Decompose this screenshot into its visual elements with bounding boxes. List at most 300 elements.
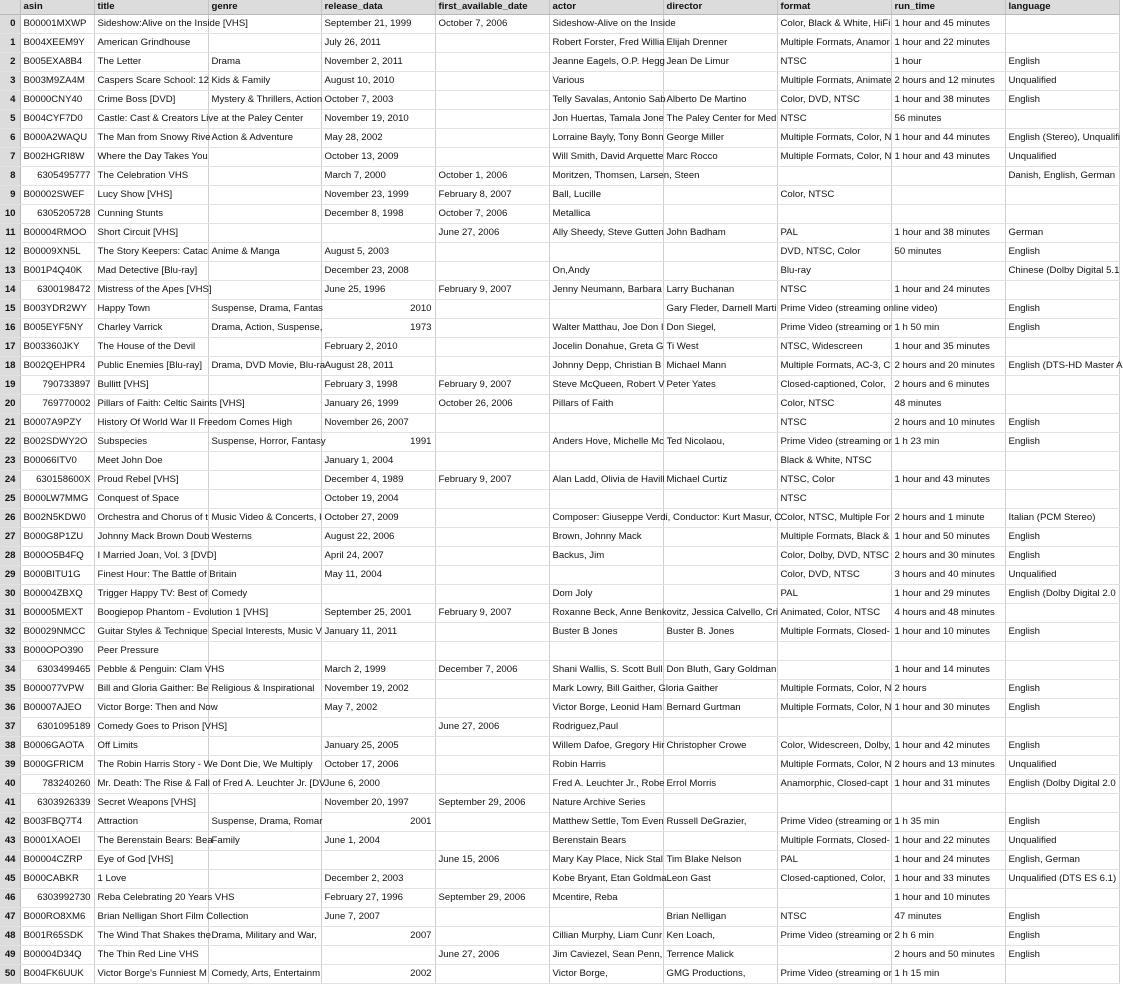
cell-format[interactable]: Color, Black & White, HiFi [777,15,891,34]
cell-actor[interactable]: Composer: Giuseppe Verdi, Conductor: Kurt Masur, C [549,509,663,528]
cell-director[interactable] [663,528,777,547]
cell-director[interactable]: John Badham [663,224,777,243]
cell-asin[interactable]: B00066ITV0 [20,452,94,471]
cell-genre[interactable]: Drama, Military and War, [208,927,321,946]
cell-language[interactable]: Unqualified [1005,148,1119,167]
cell-run-time[interactable] [891,262,1005,281]
table-row[interactable] [0,186,1119,205]
cell-asin[interactable]: 6303499465 [20,661,94,680]
cell-release-data[interactable]: December 23, 2008 [321,262,435,281]
cell-language[interactable]: English [1005,414,1119,433]
cell-format[interactable]: Multiple Formats, AC-3, C [777,357,891,376]
cell-release-data[interactable]: July 26, 2011 [321,34,435,53]
cell-run-time[interactable] [891,490,1005,509]
cell-asin[interactable]: B003YDR2WY [20,300,94,319]
cell-release-data[interactable]: April 24, 2007 [321,547,435,566]
cell-asin[interactable]: B000LW7MMG [20,490,94,509]
cell-release-data[interactable] [321,642,435,661]
cell-director[interactable] [663,395,777,414]
cell-title[interactable]: Secret Weapons [VHS] [94,794,208,813]
table-row[interactable] [0,91,1119,110]
cell-release-data[interactable]: March 2, 1999 [321,661,435,680]
cell-title[interactable]: Pebble & Penguin: Clam VHS [94,661,208,680]
table-row[interactable] [0,604,1119,623]
column-header-first-available-date[interactable]: first_available_date [435,0,549,15]
table-row[interactable] [0,15,1119,34]
cell-format[interactable]: Black & White, NTSC [777,452,891,471]
cell-genre[interactable] [208,281,321,300]
column-header-director[interactable]: director [663,0,777,15]
cell-format[interactable] [777,642,891,661]
cell-genre[interactable] [208,794,321,813]
table-row[interactable] [0,490,1119,509]
cell-director[interactable] [663,642,777,661]
cell-title[interactable]: Public Enemies [Blu-ray] [94,357,208,376]
cell-first-available-date[interactable] [435,110,549,129]
cell-first-available-date[interactable] [435,414,549,433]
cell-director[interactable]: George Miller [663,129,777,148]
cell-asin[interactable]: B0001XAOEI [20,832,94,851]
cell-release-data[interactable]: 2010 [321,300,435,319]
cell-genre[interactable] [208,376,321,395]
cell-format[interactable]: Prime Video (streaming online video) [777,300,891,319]
table-row[interactable] [0,129,1119,148]
cell-genre[interactable]: Drama, Action, Suspense, [208,319,321,338]
cell-run-time[interactable] [891,794,1005,813]
cell-language[interactable] [1005,281,1119,300]
cell-title[interactable]: I Married Joan, Vol. 3 [DVD] [94,547,208,566]
cell-first-available-date[interactable] [435,832,549,851]
cell-run-time[interactable]: 1 hour and 10 minutes [891,623,1005,642]
cell-asin[interactable]: B001R65SDK [20,927,94,946]
cell-run-time[interactable]: 2 hours and 20 minutes [891,357,1005,376]
cell-actor[interactable]: Moritzen, Thomsen, Larsen, Steen [549,167,663,186]
cell-director[interactable]: Marc Rocco [663,148,777,167]
cell-actor[interactable]: Nature Archive Series [549,794,663,813]
cell-director[interactable]: GMG Productions, [663,965,777,984]
cell-format[interactable]: Multiple Formats, Animate [777,72,891,91]
cell-title[interactable]: Bullitt [VHS] [94,376,208,395]
cell-release-data[interactable]: August 28, 2011 [321,357,435,376]
cell-asin[interactable]: B00004ZBXQ [20,585,94,604]
cell-language[interactable]: Unqualified (DTS ES 6.1) [1005,870,1119,889]
cell-release-data[interactable]: 2001 [321,813,435,832]
cell-director[interactable]: Gary Fleder, Darnell Marti [663,300,777,319]
cell-run-time[interactable]: 1 hour and 35 minutes [891,338,1005,357]
cell-actor[interactable]: Kobe Bryant, Etan Goldma [549,870,663,889]
cell-genre[interactable]: Special Interests, Music V [208,623,321,642]
cell-actor[interactable]: Will Smith, David Arquette [549,148,663,167]
cell-first-available-date[interactable] [435,566,549,585]
cell-actor[interactable]: On,Andy [549,262,663,281]
cell-title[interactable]: The Robin Harris Story - We Dont Die, We Multiply [94,756,208,775]
cell-language[interactable]: English [1005,813,1119,832]
cell-asin[interactable]: B00004CZRP [20,851,94,870]
cell-actor[interactable]: Johnny Depp, Christian B [549,357,663,376]
cell-director[interactable]: Don Siegel, [663,319,777,338]
column-header-actor[interactable]: actor [549,0,663,15]
cell-actor[interactable]: Anders Hove, Michelle Mc [549,433,663,452]
cell-format[interactable]: NTSC [777,490,891,509]
cell-director[interactable]: Terrence Malick [663,946,777,965]
cell-release-data[interactable]: November 20, 1997 [321,794,435,813]
cell-actor[interactable]: Roxanne Beck, Anne Benkovitz, Jessica Calvello, Cri [549,604,663,623]
cell-title[interactable]: Boogiepop Phantom - Evolution 1 [VHS] [94,604,208,623]
cell-language[interactable]: English [1005,243,1119,262]
cell-language[interactable] [1005,642,1119,661]
cell-first-available-date[interactable]: June 27, 2006 [435,224,549,243]
cell-asin[interactable]: B004XEEM9Y [20,34,94,53]
cell-format[interactable] [777,718,891,737]
cell-first-available-date[interactable]: February 8, 2007 [435,186,549,205]
cell-release-data[interactable]: September 25, 2001 [321,604,435,623]
cell-release-data[interactable]: October 17, 2006 [321,756,435,775]
cell-format[interactable]: Multiple Formats, Black & [777,528,891,547]
cell-release-data[interactable]: January 25, 2005 [321,737,435,756]
cell-run-time[interactable] [891,167,1005,186]
cell-run-time[interactable] [891,186,1005,205]
cell-asin[interactable]: 6301095189 [20,718,94,737]
cell-title[interactable]: The Story Keepers: Catac [94,243,208,262]
table-row[interactable] [0,889,1119,908]
cell-first-available-date[interactable]: October 7, 2006 [435,205,549,224]
cell-first-available-date[interactable] [435,927,549,946]
cell-director[interactable] [663,262,777,281]
cell-release-data[interactable]: June 7, 2007 [321,908,435,927]
cell-genre[interactable] [208,699,321,718]
cell-language[interactable]: English [1005,319,1119,338]
cell-release-data[interactable] [321,585,435,604]
cell-asin[interactable]: 769770002 [20,395,94,414]
cell-language[interactable]: English (Dolby Digital 2.0 [1005,585,1119,604]
cell-format[interactable]: Closed-captioned, Color, [777,376,891,395]
cell-actor[interactable]: Victor Borge, [549,965,663,984]
cell-genre[interactable]: Drama, DVD Movie, Blu-ra [208,357,321,376]
cell-actor[interactable]: Brown, Johnny Mack [549,528,663,547]
cell-actor[interactable]: Jim Caviezel, Sean Penn, [549,946,663,965]
cell-title[interactable]: The Letter [94,53,208,72]
cell-language[interactable]: English (Dolby Digital 2.0 [1005,775,1119,794]
column-header-title[interactable]: title [94,0,208,15]
cell-genre[interactable]: Suspense, Drama, Fantas [208,300,321,319]
cell-release-data[interactable]: October 13, 2009 [321,148,435,167]
cell-language[interactable] [1005,661,1119,680]
cell-actor[interactable] [549,566,663,585]
cell-first-available-date[interactable] [435,53,549,72]
cell-genre[interactable]: Westerns [208,528,321,547]
cell-release-data[interactable]: August 5, 2003 [321,243,435,262]
cell-language[interactable] [1005,471,1119,490]
cell-language[interactable]: English, German [1005,851,1119,870]
cell-run-time[interactable]: 2 hours and 12 minutes [891,72,1005,91]
table-row[interactable] [0,243,1119,262]
cell-language[interactable] [1005,794,1119,813]
cell-language[interactable]: Unqualified [1005,756,1119,775]
cell-language[interactable]: Unqualified [1005,566,1119,585]
cell-language[interactable]: German [1005,224,1119,243]
cell-release-data[interactable]: 1973 [321,319,435,338]
cell-format[interactable] [777,205,891,224]
cell-title[interactable]: Conquest of Space [94,490,208,509]
cell-run-time[interactable]: 1 hour and 30 minutes [891,699,1005,718]
cell-director[interactable] [663,547,777,566]
cell-first-available-date[interactable] [435,319,549,338]
cell-language[interactable]: English (Stereo), Unqualifi [1005,129,1119,148]
cell-release-data[interactable]: October 7, 2003 [321,91,435,110]
cell-director[interactable] [663,718,777,737]
cell-actor[interactable] [549,642,663,661]
cell-language[interactable] [1005,15,1119,34]
cell-actor[interactable]: Pillars of Faith [549,395,663,414]
table-row[interactable] [0,262,1119,281]
cell-first-available-date[interactable] [435,528,549,547]
cell-asin[interactable]: B003M9ZA4M [20,72,94,91]
cell-release-data[interactable]: January 11, 2011 [321,623,435,642]
cell-title[interactable]: Sideshow:Alive on the Inside [VHS] [94,15,208,34]
cell-asin[interactable]: 6303926339 [20,794,94,813]
cell-language[interactable]: English [1005,946,1119,965]
cell-asin[interactable]: 6305205728 [20,205,94,224]
cell-actor[interactable]: Alan Ladd, Olivia de Havill [549,471,663,490]
table-row[interactable] [0,908,1119,927]
cell-first-available-date[interactable] [435,91,549,110]
table-row[interactable] [0,775,1119,794]
cell-first-available-date[interactable]: October 1, 2006 [435,167,549,186]
cell-title[interactable]: Brian Nelligan Short Film Collection [94,908,208,927]
cell-asin[interactable]: B002HGRI8W [20,148,94,167]
cell-asin[interactable]: B0007A9PZY [20,414,94,433]
cell-title[interactable]: American Grindhouse [94,34,208,53]
cell-run-time[interactable]: 1 hour and 22 minutes [891,832,1005,851]
table-row[interactable] [0,547,1119,566]
cell-actor[interactable]: Mary Kay Place, Nick Stal [549,851,663,870]
cell-asin[interactable]: B00007AJEO [20,699,94,718]
cell-title[interactable]: Proud Rebel [VHS] [94,471,208,490]
cell-actor[interactable] [549,452,663,471]
cell-format[interactable] [777,946,891,965]
column-header-run-time[interactable]: run_time [891,0,1005,15]
cell-release-data[interactable]: March 7, 2000 [321,167,435,186]
cell-release-data[interactable]: November 26, 2007 [321,414,435,433]
cell-language[interactable] [1005,186,1119,205]
table-row[interactable] [0,338,1119,357]
cell-release-data[interactable]: November 19, 2002 [321,680,435,699]
cell-actor[interactable]: Telly Savalas, Antonio Sab [549,91,663,110]
cell-release-data[interactable]: December 2, 2003 [321,870,435,889]
cell-title[interactable]: Finest Hour: The Battle of Britain [94,566,208,585]
cell-release-data[interactable] [321,224,435,243]
cell-language[interactable] [1005,718,1119,737]
cell-actor[interactable]: Jon Huertas, Tamala Jone [549,110,663,129]
cell-run-time[interactable]: 1 hour and 50 minutes [891,528,1005,547]
cell-format[interactable]: Color, Dolby, DVD, NTSC [777,547,891,566]
cell-director[interactable] [663,72,777,91]
cell-release-data[interactable]: December 4, 1989 [321,471,435,490]
cell-actor[interactable] [549,908,663,927]
table-row[interactable] [0,737,1119,756]
cell-genre[interactable] [208,490,321,509]
cell-director[interactable]: Elijah Drenner [663,34,777,53]
cell-language[interactable] [1005,34,1119,53]
cell-actor[interactable]: Steve McQueen, Robert V [549,376,663,395]
table-row[interactable] [0,281,1119,300]
cell-director[interactable]: Buster B. Jones [663,623,777,642]
cell-language[interactable]: Italian (PCM Stereo) [1005,509,1119,528]
cell-genre[interactable] [208,262,321,281]
cell-asin[interactable]: B000CABKR [20,870,94,889]
cell-format[interactable] [777,661,891,680]
cell-director[interactable] [663,566,777,585]
cell-asin[interactable]: B000G8P1ZU [20,528,94,547]
cell-first-available-date[interactable] [435,34,549,53]
cell-asin[interactable]: 783240260 [20,775,94,794]
cell-genre[interactable]: Mystery & Thrillers, Action [208,91,321,110]
cell-genre[interactable]: Family [208,832,321,851]
cell-run-time[interactable]: 1 hour and 38 minutes [891,91,1005,110]
cell-title[interactable]: Caspers Scare School: 12 [94,72,208,91]
cell-actor[interactable]: Walter Matthau, Joe Don I [549,319,663,338]
cell-format[interactable]: NTSC [777,414,891,433]
cell-actor[interactable]: Metallica [549,205,663,224]
cell-first-available-date[interactable] [435,148,549,167]
cell-director[interactable] [663,243,777,262]
cell-director[interactable] [663,756,777,775]
cell-genre[interactable] [208,737,321,756]
cell-run-time[interactable]: 1 h 23 min [891,433,1005,452]
cell-release-data[interactable] [321,851,435,870]
cell-first-available-date[interactable] [435,813,549,832]
cell-run-time[interactable]: 2 hours [891,680,1005,699]
cell-run-time[interactable] [891,642,1005,661]
cell-asin[interactable]: B001P4Q40K [20,262,94,281]
cell-format[interactable]: Color, DVD, NTSC [777,91,891,110]
cell-release-data[interactable]: October 19, 2004 [321,490,435,509]
cell-format[interactable]: Multiple Formats, Closed- [777,832,891,851]
table-row[interactable] [0,319,1119,338]
cell-title[interactable]: The Thin Red Line VHS [94,946,208,965]
table-row[interactable] [0,832,1119,851]
cell-asin[interactable]: B004CYF7D0 [20,110,94,129]
cell-genre[interactable] [208,167,321,186]
cell-actor[interactable]: Backus, Jim [549,547,663,566]
cell-asin[interactable]: B0006GAOTA [20,737,94,756]
cell-run-time[interactable]: 1 hour and 38 minutes [891,224,1005,243]
cell-run-time[interactable]: 3 hours and 40 minutes [891,566,1005,585]
cell-actor[interactable]: Ally Sheedy, Steve Gutten [549,224,663,243]
cell-genre[interactable]: Anime & Manga [208,243,321,262]
cell-first-available-date[interactable] [435,452,549,471]
cell-asin[interactable]: B002N5KDW0 [20,509,94,528]
cell-actor[interactable]: Various [549,72,663,91]
cell-first-available-date[interactable]: February 9, 2007 [435,376,549,395]
cell-run-time[interactable]: 48 minutes [891,395,1005,414]
table-row[interactable] [0,300,1119,319]
cell-title[interactable]: Attraction [94,813,208,832]
cell-asin[interactable]: B002SDWY2O [20,433,94,452]
cell-title[interactable]: Pillars of Faith: Celtic Saints [VHS] [94,395,208,414]
cell-language[interactable]: English [1005,547,1119,566]
cell-genre[interactable] [208,224,321,243]
cell-format[interactable]: Multiple Formats, Anamor [777,34,891,53]
cell-actor[interactable]: Dom Joly [549,585,663,604]
cell-run-time[interactable]: 1 hour and 14 minutes [891,661,1005,680]
cell-release-data[interactable]: May 7, 2002 [321,699,435,718]
cell-release-data[interactable]: August 22, 2006 [321,528,435,547]
table-row[interactable] [0,528,1119,547]
cell-asin[interactable]: B00009XN5L [20,243,94,262]
cell-language[interactable]: English [1005,699,1119,718]
cell-release-data[interactable]: November 19, 2010 [321,110,435,129]
cell-asin[interactable]: B000A2WAQU [20,129,94,148]
cell-release-data[interactable]: January 26, 1999 [321,395,435,414]
cell-title[interactable]: Castle: Cast & Creators Live at the Paley Center [94,110,208,129]
cell-actor[interactable]: Jocelin Donahue, Greta G [549,338,663,357]
cell-language[interactable]: English (DTS-HD Master A [1005,357,1119,376]
table-row[interactable] [0,224,1119,243]
cell-asin[interactable]: B000RO8XM6 [20,908,94,927]
cell-asin[interactable]: B00004RMOO [20,224,94,243]
cell-genre[interactable] [208,186,321,205]
cell-genre[interactable] [208,851,321,870]
cell-release-data[interactable]: August 10, 2010 [321,72,435,91]
cell-format[interactable]: Color, NTSC, Multiple For [777,509,891,528]
cell-actor[interactable]: Jeanne Eagels, O.P. Hegg [549,53,663,72]
cell-actor[interactable]: Victor Borge, Leonid Ham [549,699,663,718]
cell-first-available-date[interactable]: September 29, 2006 [435,794,549,813]
cell-title[interactable]: The Man from Snowy Rive [94,129,208,148]
cell-asin[interactable]: B000077VPW [20,680,94,699]
cell-format[interactable]: NTSC [777,908,891,927]
cell-genre[interactable]: Comedy, Arts, Entertainm [208,965,321,984]
cell-release-data[interactable]: June 25, 1996 [321,281,435,300]
cell-first-available-date[interactable]: December 7, 2006 [435,661,549,680]
cell-title[interactable]: Bill and Gloria Gaither: Be [94,680,208,699]
cell-run-time[interactable]: 1 hour and 22 minutes [891,34,1005,53]
cell-run-time[interactable]: 1 hour and 43 minutes [891,471,1005,490]
cell-format[interactable]: PAL [777,851,891,870]
table-row[interactable] [0,72,1119,91]
column-header-asin[interactable]: asin [20,0,94,15]
cell-language[interactable]: Unqualified [1005,72,1119,91]
cell-title[interactable]: History Of World War II Freedom Comes High [94,414,208,433]
cell-release-data[interactable]: February 3, 1998 [321,376,435,395]
table-row[interactable] [0,357,1119,376]
cell-format[interactable] [777,167,891,186]
cell-director[interactable] [663,452,777,471]
cell-format[interactable]: Multiple Formats, Closed- [777,623,891,642]
cell-director[interactable] [663,186,777,205]
cell-first-available-date[interactable] [435,680,549,699]
cell-language[interactable]: English [1005,528,1119,547]
cell-genre[interactable]: Kids & Family [208,72,321,91]
cell-director[interactable] [663,205,777,224]
cell-actor[interactable]: Shani Wallis, S. Scott Bull [549,661,663,680]
cell-release-data[interactable]: November 23, 1999 [321,186,435,205]
cell-first-available-date[interactable] [435,262,549,281]
cell-language[interactable] [1005,376,1119,395]
cell-first-available-date[interactable] [435,642,549,661]
cell-first-available-date[interactable]: June 27, 2006 [435,946,549,965]
cell-title[interactable]: Trigger Happy TV: Best of [94,585,208,604]
cell-format[interactable]: Prime Video (streaming or [777,927,891,946]
cell-run-time[interactable]: 2 hours and 50 minutes [891,946,1005,965]
table-row[interactable] [0,110,1119,129]
cell-title[interactable]: The Berenstain Bears: Bea [94,832,208,851]
cell-format[interactable]: Color, NTSC [777,186,891,205]
cell-run-time[interactable]: 2 hours and 13 minutes [891,756,1005,775]
cell-asin[interactable]: B00002SWEF [20,186,94,205]
cell-release-data[interactable]: June 6, 2000 [321,775,435,794]
